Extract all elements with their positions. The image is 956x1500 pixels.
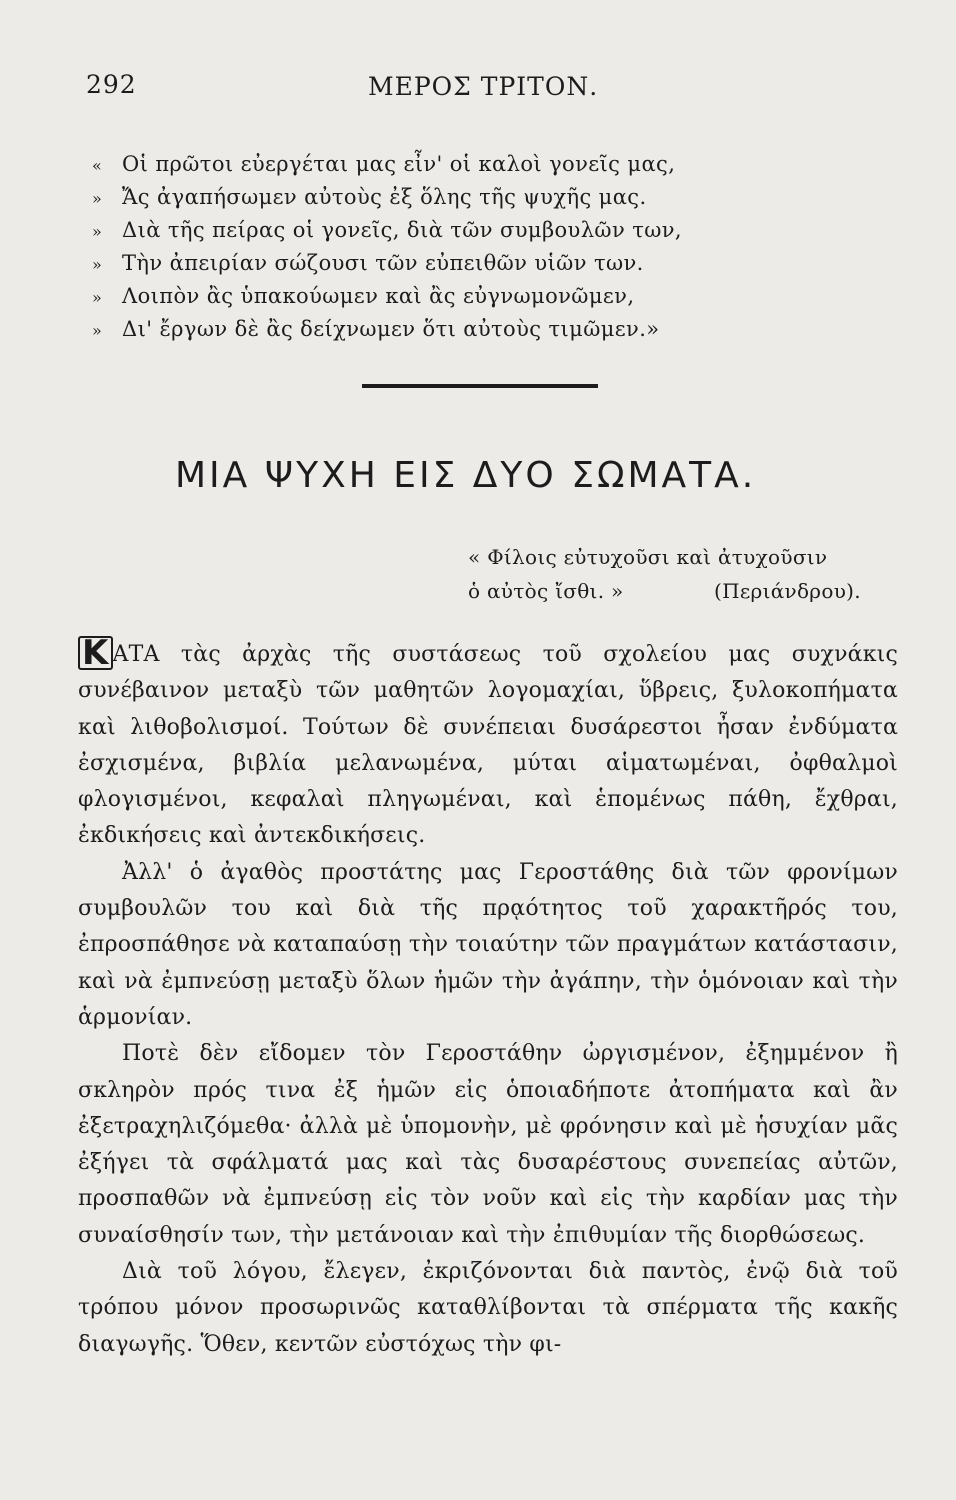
poem-line bbox=[92, 247, 852, 280]
quote-mark: » bbox=[92, 255, 103, 274]
quote-mark: « bbox=[92, 156, 103, 175]
poem-line-text: Ἄς ἀγαπήσωμεν αὐτοὺς ἐξ ὅλης τῆς ψυχῆς μας. bbox=[122, 185, 647, 209]
paragraph-text: ΑΤΑ τὰς ἀρχὰς τῆς συστάσεως τοῦ σχολείου μας συχνάκις συνέβαινον μεταξὺ τῶν μαθητῶν λογομαχίαι, ὕβρεις, ξυλοκοπήματα καὶ λιθοβολισμοί. Τούτων δὲ συνέπειαι δυσάρεστοι ἦσαν ἐνδύματα ἐσχισμένα, βιβλία μελανωμένα, μύται αἱματωμέναι, ὀφθαλμοὶ φλογισμένοι, κεφαλαὶ πληγωμέναι, καὶ ἑπομένως πάθη, ἔχθραι, ἐκδικήσεις καὶ ἀντεκδικήσεις. bbox=[78, 642, 898, 849]
paragraph bbox=[78, 633, 898, 855]
poem-line bbox=[92, 313, 852, 346]
poem-line bbox=[92, 280, 852, 313]
paragraph: Διὰ τοῦ λόγου, ἔλεγεν, ἐκριζόνονται διὰ παντὸς, ἐνῷ διὰ τοῦ τρόπου μόνον προσωρινῶς καταθλίβονται τὰ σπέρματα τῆς κακῆς διαγωγῆς. Ὅθεν, κεντῶν εὐστόχως τὴν φι- bbox=[78, 1259, 898, 1357]
page-number: 292 bbox=[86, 70, 137, 99]
poem-line bbox=[92, 148, 852, 181]
poem-block bbox=[92, 148, 852, 346]
poem-line-text: Λοιπὸν ἂς ὑπακούωμεν καὶ ἂς εὐγνωμονῶμεν, bbox=[122, 284, 635, 308]
poem-line-text: Διὰ τῆς πείρας οἱ γονεῖς, διὰ τῶν συμβουλῶν των, bbox=[122, 218, 682, 242]
epigraph-line bbox=[468, 574, 928, 608]
quote-mark: » bbox=[92, 189, 103, 208]
epigraph-text: ὁ αὐτὸς ἴσθι. » bbox=[468, 579, 624, 603]
page-header bbox=[0, 70, 956, 110]
epigraph-line: « Φίλοις εὐτυχοῦσι καὶ ἀτυχοῦσιν bbox=[468, 545, 828, 569]
quote-mark: » bbox=[92, 222, 103, 241]
quote-mark: » bbox=[92, 288, 103, 307]
epigraph-author: (Περιάνδρου). bbox=[714, 579, 861, 603]
poem-line-text: Τὴν ἀπειρίαν σώζουσι τῶν εὐπειθῶν υἱῶν των. bbox=[122, 251, 644, 275]
paragraph: Ποτὲ δὲν εἴδομεν τὸν Γεροστάθην ὠργισμένον, ἐξημμένον ἢ σκληρὸν πρός τινα ἐξ ἡμῶν εἰς ὁποιαδήποτε ἀτοπήματα καὶ ἂν ἐξετραχηλιζόμεθα· ἀλλὰ μὲ ὑπομονὴν, μὲ φρόνησιν καὶ μὲ ἡσυχίαν μᾶς ἐξήγει τὰ σφάλματά μας καὶ τὰς δυσαρέστους συνεπείας αὐτῶν, προσπαθῶν νὰ ἐμπνεύσῃ εἰς τὸν νοῦν καὶ εἰς τὴν καρδίαν μας τὴν συναίσθησίν των, τὴν μετάνοιαν καὶ τὴν ἐπιθυμίαν τῆς διορθώσεως. bbox=[78, 1041, 898, 1248]
poem-line bbox=[92, 181, 852, 214]
poem-line-text: Δι' ἔργων δὲ ἂς δείχνωμεν ὅτι αὐτοὺς τιμῶμεν.» bbox=[122, 317, 660, 341]
poem-line-text: Οἱ πρῶτοι εὐεργέται μας εἶν' οἱ καλοὶ γονεῖς μας, bbox=[122, 152, 676, 176]
quote-mark: » bbox=[92, 321, 103, 340]
section-divider bbox=[362, 384, 598, 388]
paragraph: Ἀλλ' ὁ ἀγαθὸς προστάτης μας Γεροστάθης διὰ τῶν φρονίμων συμβουλῶν του καὶ διὰ τῆς πρᾳότητος τοῦ χαρακτῆρός του, ἐπροσπάθησε νὰ καταπαύσῃ τὴν τοιαύτην τῶν πραγμάτων κατάστασιν, καὶ νὰ ἐμπνεύσῃ μεταξὺ ὅλων ἡμῶν τὴν ἀγάπην, τὴν ὁμόνοιαν καὶ τὴν ἁρμονίαν. bbox=[78, 859, 898, 1030]
chapter-title: ΜΙΑ ΨΥΧΗ ΕΙΣ ΔΥΟ ΣΩΜΑΤΑ. bbox=[175, 455, 757, 496]
drop-cap: Κ bbox=[78, 636, 113, 670]
poem-line bbox=[92, 214, 852, 247]
epigraph bbox=[468, 540, 928, 608]
running-head: ΜΕΡΟΣ ΤΡΙΤΟΝ. bbox=[368, 72, 599, 101]
body-text bbox=[78, 633, 898, 1363]
